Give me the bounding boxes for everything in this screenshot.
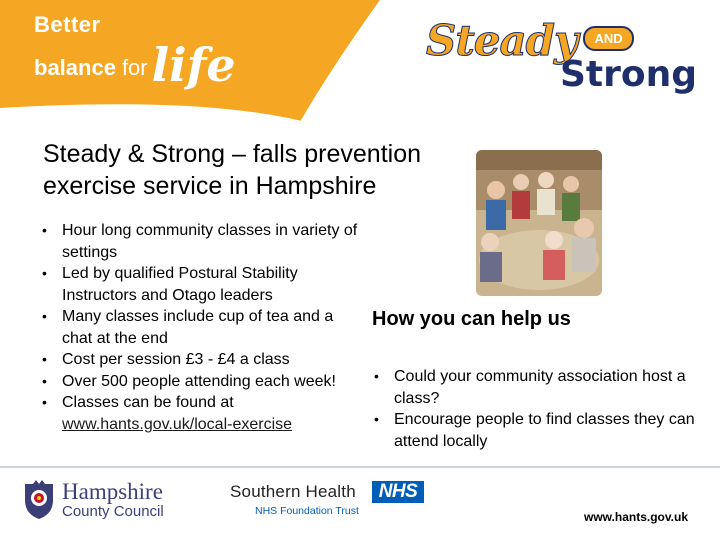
logo-line-balance: balance — [34, 55, 116, 80]
county-council-name: County Council — [62, 503, 164, 520]
header-banner — [0, 0, 720, 122]
help-list — [372, 366, 702, 452]
hampshire-crest-icon — [22, 480, 56, 520]
service-details-list — [40, 220, 358, 435]
logo-line-for: for — [121, 55, 148, 80]
list-item: • Over 500 people attending each week! — [40, 371, 358, 393]
hampshire-county-council-logo — [22, 478, 212, 522]
list-item: • Hour long community classes in variety of settings — [40, 220, 358, 263]
list-item: • Many classes include cup of tea and a chat at the end — [40, 306, 358, 349]
better-balance-logo — [34, 12, 236, 92]
list-item: • Cost per session £3 - £4 a class — [40, 349, 358, 371]
logo-line-better: Better — [34, 12, 101, 37]
list-item: • Encourage people to find classes they can attend locally — [372, 409, 702, 452]
footer-divider — [0, 466, 720, 468]
list-item-classes — [40, 392, 358, 435]
logo-strong: Strong — [560, 54, 698, 95]
logo-steady: Steady — [426, 16, 578, 65]
local-exercise-link[interactable]: www.hants.gov.uk/local-exercise — [62, 415, 293, 433]
logo-line-life: life — [151, 38, 236, 92]
help-heading: How you can help us — [372, 308, 571, 330]
southern-health-name: Southern Health — [230, 482, 356, 501]
class-photo — [476, 150, 602, 296]
nhs-logo: NHS — [372, 481, 424, 503]
hampshire-wordmark — [62, 480, 164, 519]
logo-and-badge: AND — [583, 26, 633, 51]
steady-and-strong-logo — [426, 16, 698, 95]
list-item: • Could your community association host a class? — [372, 366, 702, 409]
page-title: Steady & Strong – falls prevention exercise service in Hampshire — [43, 140, 422, 200]
classes-text: Classes can be found at — [62, 394, 234, 411]
footer-url[interactable]: www.hants.gov.uk — [583, 510, 688, 524]
list-item: • Led by qualified Postural Stability Instructors and Otago leaders — [40, 263, 358, 306]
foundation-trust-label: NHS Foundation Trust — [255, 505, 359, 517]
class-photo-illustration — [476, 150, 602, 296]
hampshire-name: Hampshire — [62, 479, 163, 504]
